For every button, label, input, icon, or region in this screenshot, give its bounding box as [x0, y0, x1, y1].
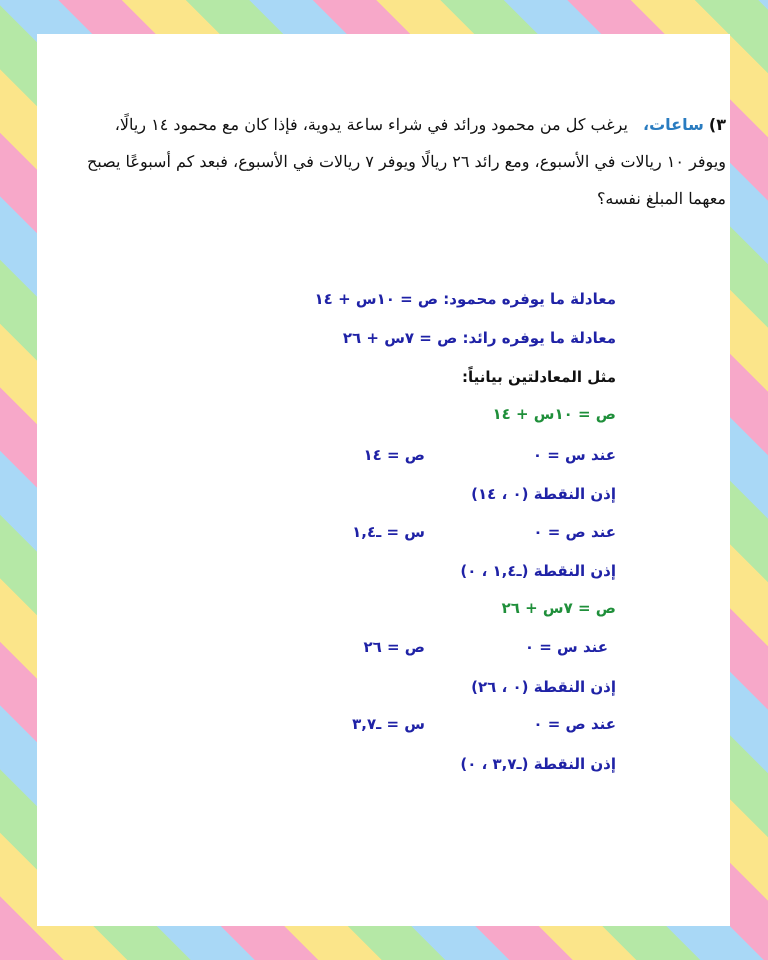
eq2-y0-value: س = ـ٣,٧	[352, 715, 425, 733]
eq-mahmoud: معادلة ما يوفره محمود: ص = ١٠س + ١٤	[314, 290, 616, 308]
problem-text: يرغب كل من محمود ورائد في شراء ساعة يدوية، فإذا كان مع محمود ١٤ ريالًا، ويوفر ١٠ ريالات في الأسبوع، ومع رائد ٢٦ ريالًا ويوفر ٧ ريالات في الأسبوع، فبعد كم أسبوعًا يصبح معهما المبلغ نفسه؟	[86, 115, 726, 208]
eq2-x0-label: عند س = ٠	[524, 638, 608, 656]
eq1-y0-label: عند ص = ٠	[533, 523, 616, 541]
eq1-x0-label: عند س = ٠	[532, 446, 616, 464]
eq2-x0-value: ص = ٢٦	[363, 638, 425, 656]
problem-number: ٣)	[708, 115, 726, 134]
eq1-point-1: إذن النقطة (٠ ، ١٤)	[471, 485, 616, 503]
eq-raed: معادلة ما يوفره رائد: ص = ٧س + ٢٦	[342, 329, 616, 347]
problem-keyword: ساعات،	[642, 115, 704, 134]
eq1-x0-value: ص = ١٤	[363, 446, 425, 464]
eq1-y0-value: س = ـ١,٤	[352, 523, 425, 541]
graph-heading: مثل المعادلتين بيانياً:	[461, 368, 616, 386]
problem-statement	[86, 106, 726, 217]
eq2-point-1: إذن النقطة (٠ ، ٢٦)	[471, 678, 616, 696]
equation-2: ص = ٧س + ٢٦	[501, 599, 616, 617]
equation-1: ص = ١٠س + ١٤	[492, 405, 616, 423]
eq1-point-2: إذن النقطة (ـ١,٤ ، ٠)	[460, 562, 616, 580]
eq2-y0-label: عند ص = ٠	[533, 715, 616, 733]
eq2-point-2: إذن النقطة (ـ٣,٧ ، ٠)	[460, 755, 616, 773]
